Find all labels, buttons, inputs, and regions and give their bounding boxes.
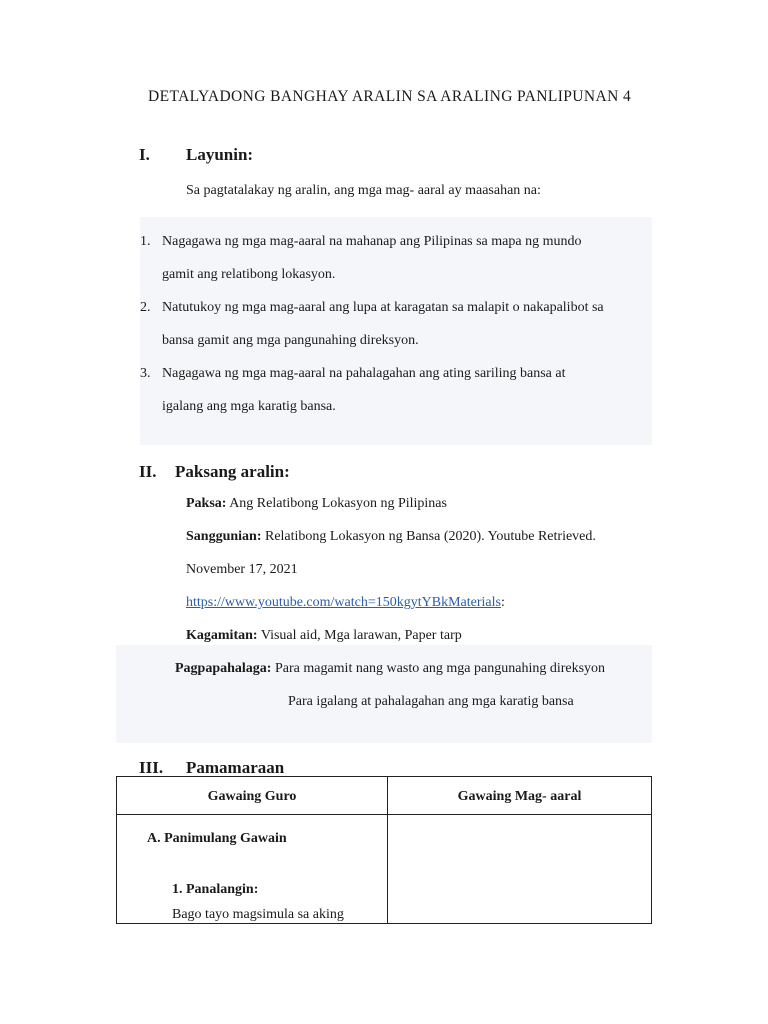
table-row (117, 815, 652, 924)
table-header-row (117, 777, 652, 815)
procedure-table (116, 776, 652, 924)
cell-guro (117, 815, 388, 924)
section-2-heading: Paksang aralin: (175, 462, 290, 481)
section-1-intro: Sa pagtatalakay ng aralin, ang mga mag- aaral ay maasahan na: (186, 183, 541, 198)
subheading-panimulang-gawain: A. Panimulang Gawain (147, 831, 287, 846)
pagpapahalaga-label: Pagpapahalaga: (175, 661, 272, 676)
col-header-guro: Gawaing Guro (117, 777, 388, 815)
reference-link-suffix: : (500, 595, 505, 610)
pagpapahalaga-row (175, 661, 605, 677)
section-2-numeral: II. (139, 462, 157, 481)
section-1-heading: Layunin: (186, 145, 254, 164)
paksa-row (186, 496, 447, 512)
sanggunian-row (186, 529, 596, 545)
section-3-heading: Pamamaraan (186, 758, 285, 777)
reference-link-row (186, 595, 505, 611)
pagpapahalaga-line-1: Para magamit nang wasto ang mga pangunahing direksyon (274, 661, 606, 676)
document-title: DETALYADONG BANGHAY ARALIN SA ARALING PANLIPUNAN 4 (148, 88, 632, 105)
paksa-value: Ang Relatibong Lokasyon ng Pilipinas (229, 496, 447, 511)
objective-3-line-2: igalang ang mga karatig bansa. (162, 399, 336, 414)
objective-3-number: 3. (140, 366, 151, 381)
section-1-numeral: I. (139, 145, 150, 164)
cell-mag-aaral (388, 815, 652, 924)
kagamitan-label: Kagamitan: (186, 628, 258, 643)
sanggunian-label: Sanggunian: (186, 529, 262, 544)
objective-2-line-1: Natutukoy ng mga mag-aaral ang lupa at karagatan sa malapit o nakapalibot sa (162, 300, 604, 315)
objective-1-number: 1. (140, 234, 151, 249)
objective-1-line-2: gamit ang relatibong lokasyon. (162, 267, 336, 282)
paksa-label: Paksa: (186, 496, 227, 511)
objective-2-number: 2. (140, 300, 151, 315)
sanggunian-value: Relatibong Lokasyon ng Bansa (2020). Youtube Retrieved. (264, 529, 596, 544)
subheading-panalangin: 1. Panalangin: (172, 882, 259, 897)
objective-1-line-1: Nagagawa ng mga mag-aaral na mahanap ang Pilipinas sa mapa ng mundo (162, 234, 582, 249)
pagpapahalaga-line-2: Para igalang at pahalagahan ang mga karatig bansa (288, 694, 574, 709)
section-3-numeral: III. (139, 758, 164, 777)
objective-2-line-2: bansa gamit ang mga pangunahing direksyon. (162, 333, 419, 348)
kagamitan-value: Visual aid, Mga larawan, Paper tarp (260, 628, 462, 643)
col-header-mag-aaral: Gawaing Mag- aaral (388, 777, 652, 815)
panalangin-text: Bago tayo magsimula sa aking (172, 907, 344, 922)
kagamitan-row (186, 628, 462, 644)
objective-3-line-1: Nagagawa ng mga mag-aaral na pahalagahan ang ating sariling bansa at (162, 366, 566, 381)
reference-link[interactable]: https://www.youtube.com/watch=150kgytYBkMaterials (186, 595, 501, 610)
sanggunian-date: November 17, 2021 (186, 562, 298, 577)
